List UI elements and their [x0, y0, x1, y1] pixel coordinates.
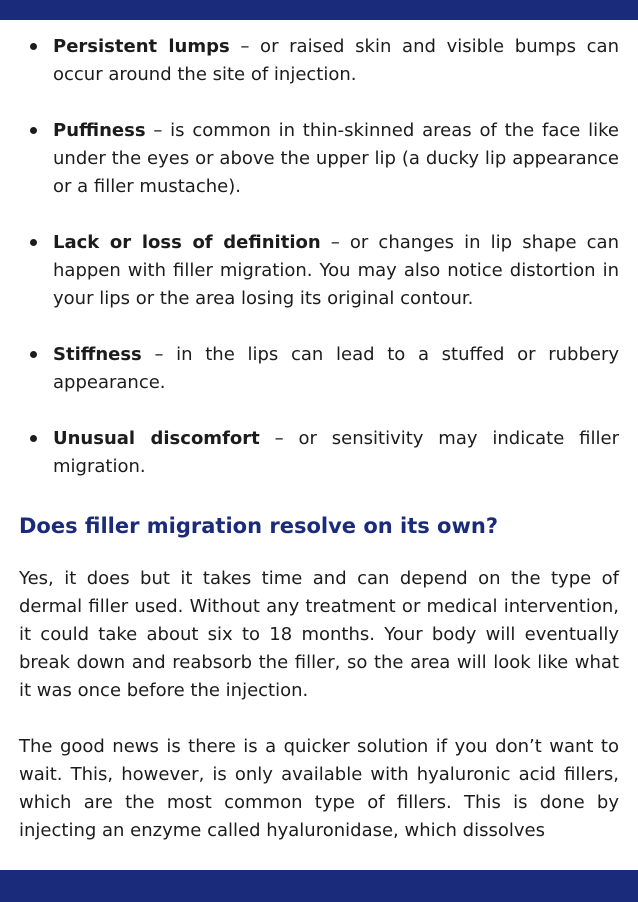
bullet-icon [30, 239, 37, 246]
list-item-term: Lack or loss of definition [53, 232, 321, 253]
bullet-icon [30, 351, 37, 358]
list-item [19, 229, 619, 313]
list-item-term: Unusual discomfort [53, 428, 260, 449]
list-item-term: Persistent lumps [53, 36, 230, 57]
list-item-text: – is common in thin-skinned areas of the face like under the eyes or above the upper lip (a ducky lip appearance or a filler mustache). [53, 120, 619, 197]
list-item [19, 425, 619, 481]
list-item-term: Puffiness [53, 120, 146, 141]
list-item-text: – or raised skin and visible bumps can occur around the site of injection. [53, 36, 619, 85]
bullet-icon [30, 127, 37, 134]
list-item-text: – or changes in lip shape can happen with filler migration. You may also notice distortion in your lips or the area losing its original contour. [53, 232, 619, 309]
top-banner [0, 0, 638, 20]
bottom-banner [0, 870, 638, 902]
body-paragraph: The good news is there is a quicker solution if you don’t want to wait. This, however, is only available with hyaluronic acid fillers, which are the most common type of fillers. This is done by injecting an enzyme called hyaluronidase, which dissolves [19, 736, 619, 841]
bullet-icon [30, 435, 37, 442]
section-heading: Does filler migration resolve on its own? [19, 514, 499, 538]
list-item [19, 117, 619, 201]
list-item-term: Stiffness [53, 344, 142, 365]
list-item [19, 33, 619, 89]
bullet-icon [30, 43, 37, 50]
list-item-text: – or sensitivity may indicate filler migration. [53, 428, 619, 477]
list-item-text: – in the lips can lead to a stuffed or rubbery appearance. [53, 344, 619, 393]
list-item [19, 341, 619, 397]
document-content [19, 33, 619, 845]
symptom-list [19, 33, 619, 481]
body-paragraph: Yes, it does but it takes time and can depend on the type of dermal filler used. Without any treatment or medical intervention, it could take about six to 18 months. Your body will eventually break down and reabsorb the filler, so the area will look like what it was once before the injection. [19, 568, 619, 701]
